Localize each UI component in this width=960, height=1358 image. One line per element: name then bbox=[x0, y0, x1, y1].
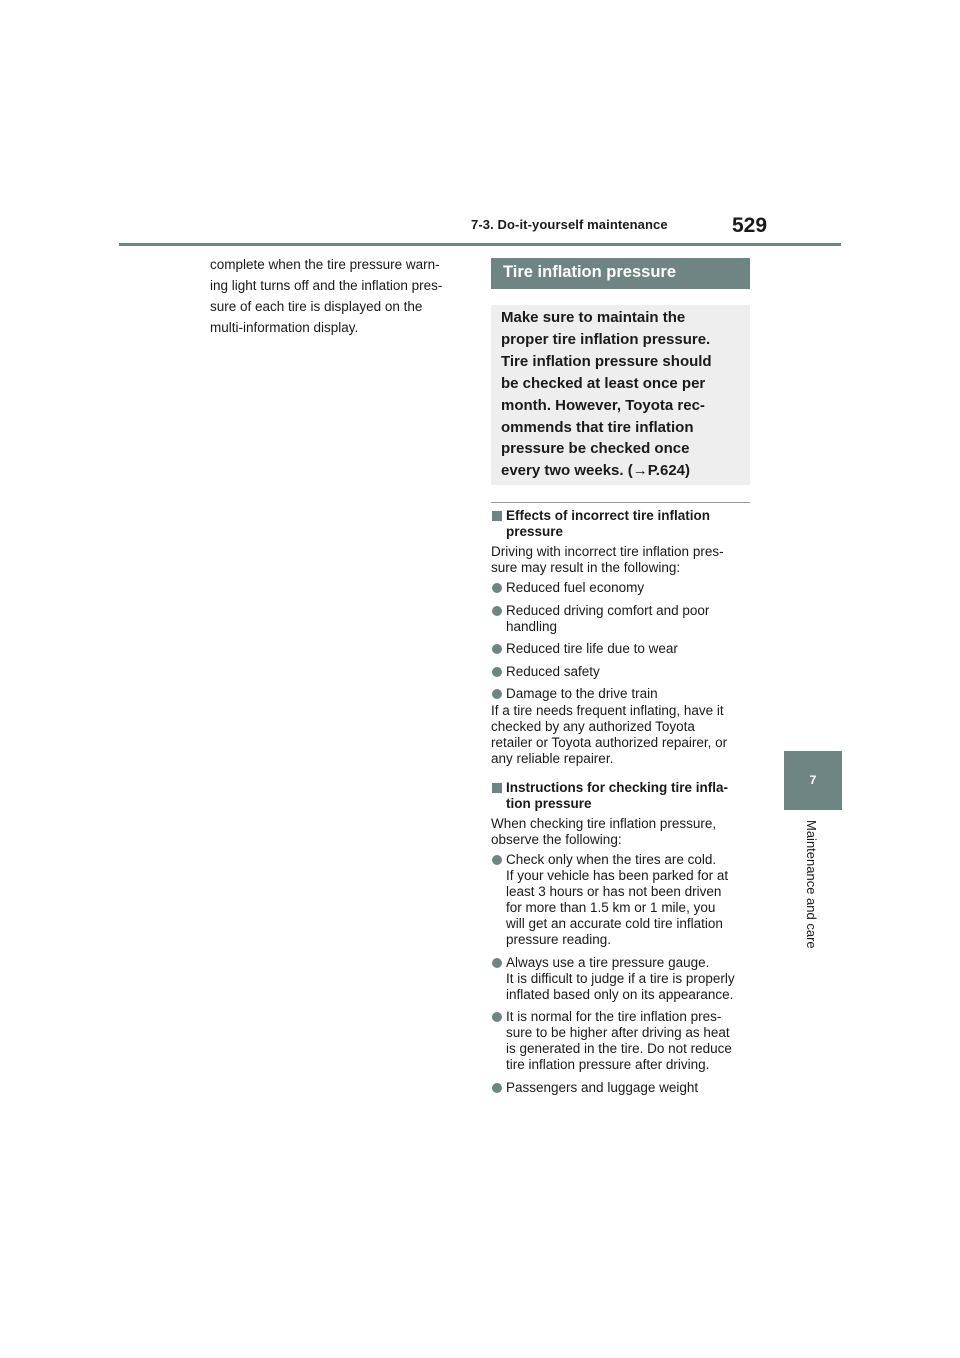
square-bullet-icon bbox=[492, 783, 502, 793]
text-line: least 3 hours or has not been driven bbox=[506, 884, 722, 899]
text-line: Damage to the drive train bbox=[506, 686, 658, 701]
text-line: Driving with incorrect tire inflation pres- bbox=[491, 544, 724, 559]
intro-line: Make sure to maintain the bbox=[501, 309, 686, 326]
text-line: complete when the tire pressure warn- bbox=[210, 257, 440, 272]
list-item bbox=[491, 686, 753, 702]
text-line: inflated based only on its appearance. bbox=[506, 986, 734, 1002]
square-bullet-icon bbox=[492, 511, 502, 521]
list-item bbox=[491, 955, 753, 1003]
text-line: ing light turns off and the inflation pres- bbox=[210, 278, 443, 293]
chapter-title: Maintenance and care bbox=[804, 820, 819, 949]
list-item bbox=[491, 852, 753, 948]
text-line: Reduced driving comfort and poor bbox=[506, 602, 710, 618]
intro-line: be checked at least once per bbox=[501, 374, 706, 392]
list-item bbox=[491, 1009, 753, 1073]
text-line: sure to be higher after driving as heat bbox=[506, 1025, 730, 1040]
text-line: Reduced fuel economy bbox=[506, 580, 645, 595]
heading-line: Effects of incorrect tire inflation bbox=[506, 508, 711, 523]
left-column-text bbox=[210, 254, 466, 338]
heading-line: tion pressure bbox=[506, 796, 592, 811]
list-item bbox=[491, 603, 753, 635]
bullet-dot-icon bbox=[492, 1083, 502, 1093]
text-line: retailer or Toyota authorized repairer, or bbox=[491, 735, 728, 750]
text-line: tire inflation pressure after driving. bbox=[506, 1057, 710, 1072]
header-section-title: 7-3. Do-it-yourself maintenance bbox=[471, 217, 668, 232]
list-item bbox=[491, 1080, 753, 1096]
effects-heading bbox=[491, 508, 753, 540]
heading-line: Instructions for checking tire infla- bbox=[506, 780, 729, 795]
text-line: handling bbox=[506, 618, 558, 634]
text-line: It is normal for the tire inflation pres- bbox=[506, 1009, 722, 1024]
text-line: is generated in the tire. Do not reduce bbox=[506, 1041, 732, 1056]
header-rule bbox=[119, 243, 841, 246]
bullet-dot-icon bbox=[492, 958, 502, 968]
intro-box bbox=[491, 305, 750, 485]
text-line: Check only when the tires are cold. bbox=[506, 852, 717, 867]
intro-line: every two weeks. (→P.624) bbox=[501, 462, 690, 480]
divider bbox=[491, 502, 750, 503]
instructions-intro bbox=[491, 816, 753, 848]
list-item bbox=[491, 580, 753, 596]
bullet-dot-icon bbox=[492, 855, 502, 865]
bullet-dot-icon bbox=[492, 667, 502, 677]
text-line: If a tire needs frequent inflating, have it bbox=[491, 703, 724, 718]
text-line: checked by any authorized Toyota bbox=[491, 719, 695, 734]
effects-intro bbox=[491, 544, 753, 576]
text-line: Reduced tire life due to wear bbox=[506, 641, 678, 656]
text-line: sure may result in the following: bbox=[491, 560, 681, 575]
bullet-dot-icon bbox=[492, 606, 502, 616]
text-line: multi-information display. bbox=[210, 320, 359, 335]
chapter-side-label bbox=[804, 820, 833, 980]
heading-line: pressure bbox=[506, 524, 564, 539]
text-line: will get an accurate cold tire inflation bbox=[506, 916, 723, 931]
right-column bbox=[491, 508, 753, 1102]
text-line: When checking tire inflation pressure, bbox=[491, 816, 717, 831]
intro-line: proper tire inflation pressure. bbox=[501, 330, 711, 348]
instructions-heading bbox=[491, 780, 753, 812]
text-line: pressure reading. bbox=[506, 932, 612, 947]
text-line: for more than 1.5 km or 1 mile, you bbox=[506, 900, 716, 915]
text-line: If your vehicle has been parked for at bbox=[506, 868, 729, 883]
text-line: observe the following: bbox=[491, 832, 622, 847]
bullet-dot-icon bbox=[492, 583, 502, 593]
effects-note bbox=[491, 703, 753, 767]
section-gap bbox=[491, 771, 753, 780]
section-title-bar: Tire inflation pressure bbox=[491, 258, 750, 289]
intro-line: month. However, Toyota rec- bbox=[501, 396, 705, 414]
intro-line: ommends that tire inflation bbox=[501, 418, 694, 436]
chapter-tab: 7 bbox=[784, 751, 842, 810]
text-line: It is difficult to judge if a tire is properly bbox=[506, 970, 735, 986]
page-number: 529 bbox=[732, 214, 768, 237]
intro-line: pressure be checked once bbox=[501, 440, 690, 458]
text-line: any reliable repairer. bbox=[491, 751, 614, 766]
text-line: Reduced safety bbox=[506, 663, 600, 679]
list-item bbox=[491, 664, 753, 680]
text-line: sure of each tire is displayed on the bbox=[210, 299, 423, 314]
text-line: Passengers and luggage weight bbox=[506, 1079, 699, 1095]
text-line: Always use a tire pressure gauge. bbox=[506, 954, 710, 970]
bullet-dot-icon bbox=[492, 689, 502, 699]
list-item bbox=[491, 641, 753, 657]
bullet-dot-icon bbox=[492, 644, 502, 654]
intro-line: Tire inflation pressure should bbox=[501, 352, 712, 370]
bullet-dot-icon bbox=[492, 1012, 502, 1022]
